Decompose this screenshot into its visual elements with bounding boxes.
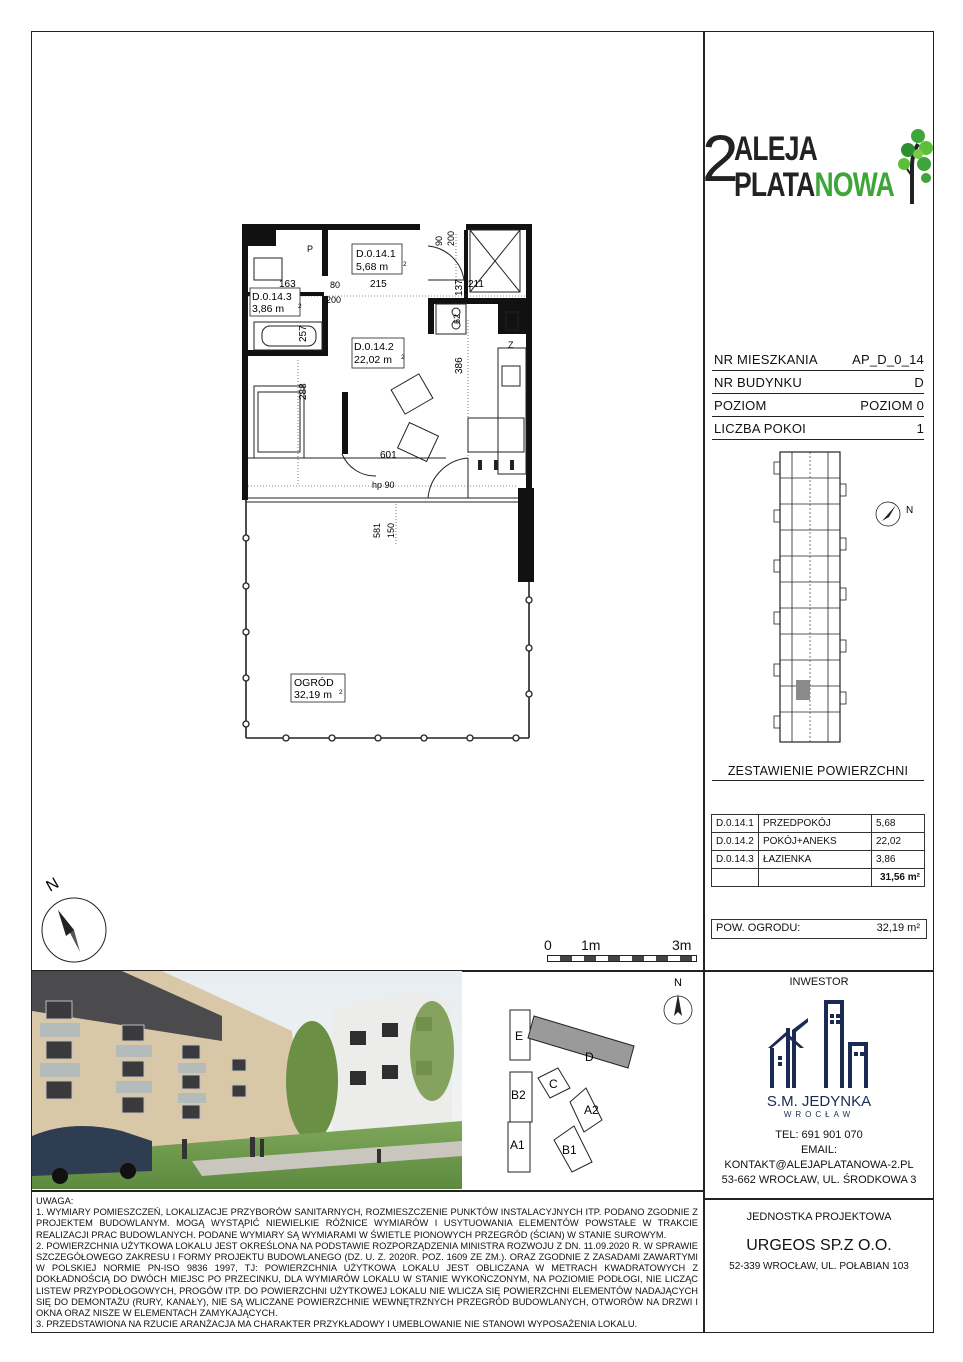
dim-text: hp 90	[372, 480, 395, 490]
building-label: D	[585, 1050, 594, 1064]
info-rule	[712, 439, 924, 440]
note-item: 2. POWIERZCHNIA UŻYTKOWA LOKALU JEST OKREŚLONA NA PODSTAWIE ROZPORZĄDZENIA MINISTRA ROZWOJU Z DN. 11.09.2020 R. W SPRAWIE SZCZEGÓŁOWEGO ZAKRESU I FORMY PROJEKTU BUDOWLANEGO (DZ. U. Z. 2020R. POZ. 1609 ZE ZM.). ORAZ ZGODNIE Z ZASADAMI ZAWARTYMI W POLSKIEJ NORMIE PN-ISO 9836 1997, TJ: POWIERZCHNIA UŻYTKOWA LOKALU JEST OBLICZANA W METRACH KWADRATOWYCH Z DOKŁADNOŚCIĄ DO DWÓCH MIEJSC PO PRZECINKU, DLA WYMIARÓW LOKALU W STANIE WYKOŃCZONYM, NA POZIOMIE PODŁOGI, NIE LICZĄC LISTEW PRZYPODŁOGOWYCH, PROGÓW ITP. DO POWIERZCHNI UŻYTKOWEJ LOKALU NIE WLICZA SIĘ POWIERZCHNI ELEMENTÓW NADAJĄCYCH SIĘ DO DEMONTAŻU (RURY, KANAŁY), NIE SĄ WLICZANE POWIERZCHNIE WEWNĘTRZNYCH PRZEGRÓD BUDOWLANYCH, OTWORÓW NA DRZWI I OKNA ORAZ NISZE W ELEMENTACH ZAMYKAJĄCYCH.	[36, 1240, 698, 1319]
notes-block	[36, 1196, 698, 1330]
dim-text: 200	[326, 295, 342, 305]
area-unit: 2	[298, 303, 302, 310]
scale-bar	[544, 937, 700, 967]
area-summary-table	[711, 814, 925, 887]
logo-line2	[734, 166, 894, 205]
dim-text: 288	[298, 383, 309, 400]
room-area-hall: 5,68 m	[356, 261, 389, 273]
summary-title: ZESTAWIENIE POWIERZCHNI	[727, 764, 909, 778]
investor-city: WROCŁAW	[783, 1110, 855, 1119]
summary-title-rule	[712, 780, 924, 781]
keyplan-north-label: N	[906, 505, 914, 516]
dim-text: 150	[386, 522, 396, 538]
note-item: 3. PRZEDSTAWIONA NA RZUCIE ARANŻACJA MA CHARAKTER PRZYKŁADOWY I UMEBLOWANIE NIE STANOWI WYPOSAŻENIA LOKALU.	[36, 1319, 638, 1330]
area-unit: 2	[339, 689, 343, 696]
tree-icon	[898, 126, 934, 206]
info-label-apartment: NR MIESZKANIA	[714, 352, 818, 367]
garden-area-row	[711, 919, 927, 939]
info-label-rooms: LICZBA POKOI	[714, 421, 806, 436]
floor-plan	[36, 200, 676, 970]
site-plan	[478, 972, 700, 1188]
room-code-living: D.0.14.2	[354, 341, 394, 353]
summary-code: D.0.14.2	[712, 833, 759, 851]
summary-room: POKÓJ+ANEKS	[759, 833, 872, 851]
building-label: E	[515, 1029, 524, 1043]
info-value-apartment: AP_D_0_14	[852, 352, 924, 367]
area-unit: 2	[401, 354, 405, 361]
building-label: B2	[511, 1088, 526, 1102]
logo-line2-dark: PLATA	[734, 166, 815, 204]
area-unit: 2	[403, 261, 407, 268]
summary-total: 31,56 m²	[872, 869, 925, 887]
designer-address: 52-339 WROCŁAW, UL. POŁABIAN 103	[729, 1261, 909, 1272]
table-row	[712, 869, 925, 887]
summary-code: D.0.14.3	[712, 851, 759, 869]
table-row	[712, 815, 925, 833]
scale-zero: 0	[544, 937, 552, 953]
dim-text: 211	[468, 279, 484, 290]
summary-area: 5,68	[872, 815, 925, 833]
logo-line2-green: NOWA	[814, 166, 894, 204]
designer-name: URGEOS SP.Z O.O.	[746, 1237, 892, 1254]
dim-text: 90	[434, 235, 444, 246]
table-row	[712, 833, 925, 851]
compass-icon	[874, 499, 918, 529]
investor-heading: INWESTOR	[789, 976, 849, 988]
info-value-rooms: 1	[916, 421, 924, 436]
room-code-hall: D.0.14.1	[356, 248, 396, 260]
summary-code: D.0.14.1	[712, 815, 759, 833]
dim-text: 215	[370, 279, 387, 290]
logo-number: 2	[702, 121, 739, 195]
info-label-building: NR BUDYNKU	[714, 375, 802, 390]
fence-posts	[243, 535, 532, 741]
dim-text: 200	[446, 230, 456, 246]
garden-area-value: 32,19 m²	[876, 922, 920, 934]
building-label: B1	[562, 1143, 577, 1157]
room-labels	[250, 244, 407, 702]
fixture-label: P	[307, 244, 314, 254]
note-item: 1. WYMIARY POMIESZCZEŃ, LOKALIZACJE PRZYBORÓW SANITARNYCH, ROZMIESZCZENIE PUNKTÓW INSTALACYJNYCH ITP. PODANO ZGODNIE Z PROJEKTEM BUDOWLANYM. MOGĄ WYSTĄPIĆ NIEWIELKIE RÓŻNICE WYMIARÓW I USYTUOWANIA ELEMENTÓW POWSTAŁE W TRAKCIE REALIZACJI PRAC BUDOWLANYCH. PODANE WYMIARY SĄ WYMIARAMI W ŚWIETLE PIONOWYCH PRZEGRÓD (ŚCIAN) W STANIE SUROWYM.	[36, 1207, 698, 1240]
dimension-texts	[279, 231, 514, 538]
scale-one: 1m	[581, 937, 601, 953]
designer-heading: JEDNOSTKA PROJEKTOWA	[746, 1211, 892, 1223]
garden-area: 32,19 m	[294, 689, 332, 701]
info-label-level: POZIOM	[714, 398, 767, 413]
info-rule	[712, 393, 924, 394]
info-value-building: D	[914, 375, 924, 390]
fixture-label: Z	[508, 340, 514, 350]
building-label: C	[549, 1077, 558, 1091]
summary-room: PRZEDPOKÓJ	[759, 815, 872, 833]
room-code-bath: D.0.14.3	[252, 291, 292, 303]
logo-line1: ALEJA	[734, 130, 818, 168]
dim-text: 62	[452, 313, 462, 324]
project-logo	[702, 121, 942, 214]
investor-address: 53-662 WROCŁAW, UL. ŚRODKOWA 3	[721, 1174, 917, 1186]
dim-text: 257	[298, 325, 309, 342]
summary-blank	[759, 869, 872, 887]
room-area-living: 22,02 m	[354, 354, 392, 366]
investor-email-label: EMAIL:	[800, 1144, 838, 1156]
investor-logo-icon	[764, 996, 874, 1092]
room-area-bath: 3,86 m	[252, 303, 285, 315]
summary-area: 3,86	[872, 851, 925, 869]
summary-room: ŁAZIENKA	[759, 851, 872, 869]
siteplan-compass-icon	[664, 977, 692, 1024]
info-value-level: POZIOM 0	[860, 398, 924, 413]
dim-text: 163	[279, 279, 296, 290]
info-rule	[712, 416, 924, 417]
dim-text: 581	[372, 522, 382, 538]
scale-three: 3m	[672, 937, 692, 953]
table-row	[712, 851, 925, 869]
garden-code: OGRÓD	[294, 677, 334, 689]
building-label: A1	[510, 1138, 525, 1152]
divider-notes	[31, 1190, 703, 1192]
garden-area-label: POW. OGRODU:	[716, 922, 801, 934]
dim-text: 80	[330, 280, 341, 290]
notes-title: UWAGA:	[36, 1196, 74, 1206]
divider-designer	[703, 1198, 934, 1200]
building-key-plan	[770, 448, 850, 748]
north-arrow-icon	[42, 875, 106, 962]
investor-email[interactable]: KONTAKT@ALEJAPLATANOWA-2.PL	[724, 1159, 914, 1171]
designer-block	[704, 1211, 934, 1272]
dim-text: 601	[380, 450, 397, 461]
siteplan-north-label: N	[674, 977, 682, 989]
building-rendering	[32, 971, 462, 1189]
dim-text: 137	[454, 279, 465, 296]
info-rule	[712, 370, 924, 371]
kitchen-marks	[478, 460, 514, 470]
summary-area: 22,02	[872, 833, 925, 851]
plan-north-label: N	[43, 874, 63, 896]
dim-text: 386	[454, 357, 465, 374]
investor-block	[704, 976, 934, 1186]
investor-phone: TEL: 691 901 070	[775, 1129, 863, 1141]
summary-blank	[712, 869, 759, 887]
scale-segment	[547, 955, 697, 962]
investor-name: S.M. JEDYNKA	[766, 1093, 872, 1110]
building-label: A2	[584, 1103, 599, 1117]
